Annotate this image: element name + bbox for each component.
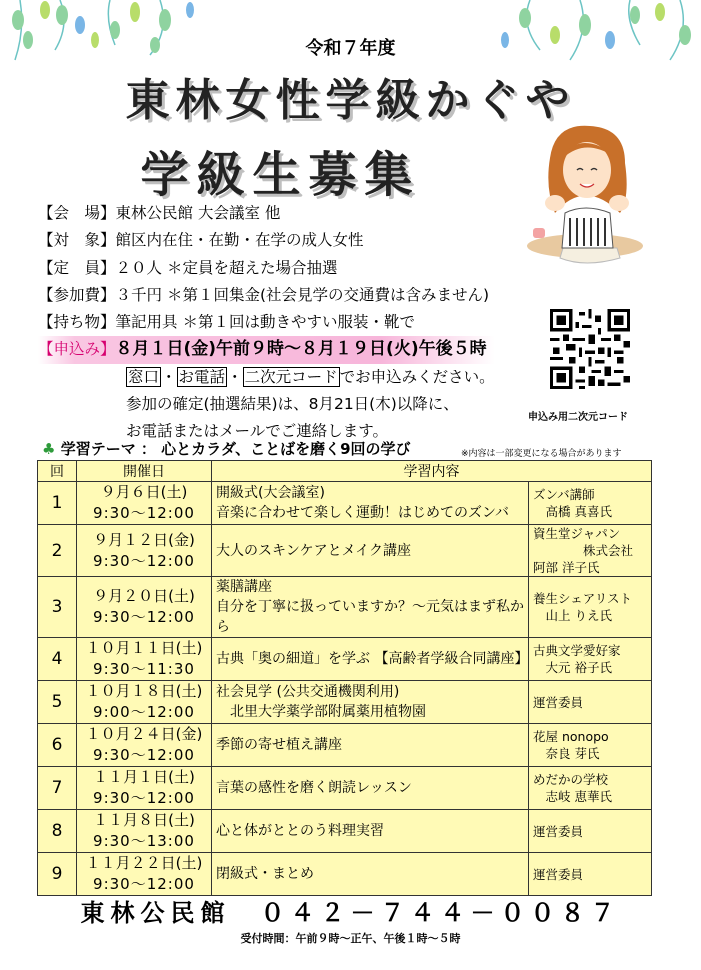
session-number: 1: [38, 482, 77, 525]
session-lecturer-line: 資生堂ジャパン: [533, 526, 621, 541]
session-lecturer: [529, 525, 652, 577]
session-content: [212, 767, 529, 810]
table-row: [38, 525, 652, 577]
session-content-line: 閉級式・まとめ: [216, 866, 314, 882]
confirm-line-1: 参加の確定(抽選結果)は、8月21日(木)以降に、: [126, 395, 459, 414]
learning-theme: [42, 438, 411, 459]
table-row: [38, 638, 652, 681]
qr-caption: 申込み用二次元コード: [528, 412, 628, 423]
session-time: 9:30～12:00: [93, 551, 195, 570]
fee-label: 【参加費】: [38, 285, 116, 304]
session-number: 8: [38, 810, 77, 853]
session-lecturer: [529, 853, 652, 896]
session-content: [212, 853, 529, 896]
table-row: [38, 810, 652, 853]
session-content-line: 開級式(大会議室): [216, 485, 325, 501]
confirm-line-2: お電話またはメールでご連絡します。: [126, 422, 388, 441]
session-lecturer-line: 花屋 nonopo: [533, 729, 609, 744]
session-lecturer-line: 運営委員: [533, 866, 584, 882]
apply-method-qr: 二次元コード: [244, 367, 338, 386]
session-lecturer-line: 高橋 真喜氏: [533, 504, 612, 519]
session-date: ９月１２日(金): [93, 530, 195, 549]
organization-phone: 東林公民館 ０４２－７４４－００８７: [80, 899, 621, 927]
session-time: 9:30～12:00: [93, 875, 195, 893]
session-content-line: 季節の寄せ植え講座: [216, 737, 342, 753]
session-content-line: 自分を丁寧に扱っていますか？～元気はまず私から: [216, 599, 524, 635]
venue-label: 【会 場】: [38, 204, 116, 222]
event-info: [38, 200, 495, 446]
apply-method-phone: お電話: [178, 367, 226, 386]
session-number: 3: [38, 577, 77, 638]
session-time: 9:30～12:00: [93, 746, 195, 764]
apply-method-counter: 窓口: [128, 367, 160, 386]
session-lecturer-line: 運営委員: [533, 823, 584, 839]
items-label: 【持ち物】: [38, 313, 116, 332]
session-content: [212, 681, 529, 724]
page-title: 東林女性学級かぐや: [125, 75, 576, 126]
session-lecturer: [529, 577, 652, 638]
session-datetime: [77, 853, 212, 896]
session-content: [212, 638, 529, 681]
session-datetime: [77, 638, 212, 681]
session-content-line: 大人のスキンケアとメイク講座: [216, 542, 412, 559]
session-datetime: [77, 681, 212, 724]
session-number: 2: [38, 525, 77, 577]
table-row: [38, 853, 652, 896]
table-row: [38, 577, 652, 638]
apply-method-tail: でお申込みください。: [339, 367, 495, 386]
clover-icon: ♣: [42, 440, 56, 458]
session-lecturer-line: 奈良 芽氏: [533, 746, 600, 761]
session-content: [212, 724, 529, 767]
session-lecturer: [529, 767, 652, 810]
session-lecturer-line: めだかの学校: [533, 772, 609, 787]
session-lecturer-line: 運営委員: [533, 694, 584, 710]
session-content-line: 薬膳講座: [216, 579, 272, 595]
session-lecturer-line: 養生シェアリスト: [533, 591, 633, 606]
qr-code-icon[interactable]: [550, 309, 630, 389]
session-time: 9:30～12:00: [93, 789, 195, 807]
session-time: 9:30～13:00: [93, 832, 195, 850]
page-subtitle: 学級生募集: [140, 147, 421, 203]
session-content-line: 心と体がととのう料理実習: [216, 823, 384, 839]
session-content-line: 北里大学薬学部附属薬用植物園: [216, 704, 426, 720]
reading-woman-illustration: [525, 118, 655, 268]
session-date: １０月１１日(土): [85, 639, 203, 657]
session-number: 7: [38, 767, 77, 810]
items-value: 筆記用具 ＊第１回は動きやすい服装・靴で: [115, 313, 415, 332]
schedule-table: [37, 460, 652, 896]
session-datetime: [77, 724, 212, 767]
table-row: [38, 482, 652, 525]
session-lecturer-line: 阿部 洋子氏: [533, 560, 600, 575]
session-time: 9:30～12:00: [93, 608, 195, 626]
apply-period: ８月１日(金)午前９時～８月１９日(火)午後５時: [115, 339, 487, 360]
session-lecturer: [529, 681, 652, 724]
session-date: １１月１日(土): [93, 768, 195, 786]
target-value: 館区内在住・在勤・在学の成人女性: [115, 231, 364, 250]
session-date: ９月２０日(土): [93, 587, 195, 605]
session-lecturer: [529, 638, 652, 681]
session-datetime: [77, 482, 212, 525]
session-lecturer: [529, 724, 652, 767]
session-datetime: [77, 577, 212, 638]
session-lecturer-line: 山上 りえ氏: [533, 608, 612, 623]
session-lecturer: [529, 810, 652, 853]
session-date: ９月６日(土): [100, 483, 188, 501]
session-time: 9:30～12:00: [93, 504, 195, 522]
session-content: [212, 482, 529, 525]
apply-label: 【申込み】: [38, 340, 116, 359]
change-note: ※内容は一部変更になる場合があります: [461, 449, 622, 459]
session-date: １０月２４日(金): [85, 725, 203, 743]
session-time: 9:00～12:00: [93, 703, 195, 721]
target-label: 【対 象】: [38, 231, 116, 250]
session-date: １０月１８日(土): [85, 682, 203, 700]
reception-hours: 受付時間：午前９時～正午、午後１時～５時: [240, 932, 461, 945]
session-content: [212, 525, 529, 577]
session-content-line: 古典「奥の細道」を学ぶ 【高齢者学級合同講座】: [216, 651, 529, 667]
session-number: 6: [38, 724, 77, 767]
session-number: 9: [38, 853, 77, 896]
header-content: 学習内容: [212, 461, 652, 482]
session-datetime: [77, 810, 212, 853]
session-lecturer-line: 志岐 恵華氏: [533, 789, 612, 804]
capacity-label: 【定 員】: [38, 258, 116, 277]
session-lecturer: [529, 482, 652, 525]
session-datetime: [77, 525, 212, 577]
session-content-line: 言葉の感性を磨く朗読レッスン: [216, 780, 412, 796]
apply-method-separator: ・: [161, 367, 177, 386]
fee-value: ３千円 ＊第１回集金(社会見学の交通費は含みません): [115, 285, 490, 304]
session-number: 4: [38, 638, 77, 681]
capacity-value: ２０人 ＊定員を超えた場合抽選: [115, 258, 338, 277]
session-content-line: 音楽に合わせて楽しく運動！はじめてのズンバ: [216, 505, 510, 521]
apply-method-separator: ・: [227, 367, 243, 386]
session-lecturer-line: 大元 裕子氏: [533, 660, 612, 675]
session-lecturer-line: 古典文学愛好家: [533, 643, 621, 658]
session-date: １１月２２日(土): [85, 854, 203, 872]
table-row: [38, 724, 652, 767]
venue-value: 東林公民館 大会議室 他: [115, 204, 281, 222]
table-row: [38, 681, 652, 724]
header-number: 回: [38, 461, 77, 482]
table-row: [38, 767, 652, 810]
session-time: 9:30～11:30: [93, 660, 195, 678]
session-content: [212, 577, 529, 638]
session-content-line: 社会見学 (公共交通機関利用): [216, 684, 400, 700]
fiscal-year-label: 令和７年度: [305, 38, 396, 59]
session-datetime: [77, 767, 212, 810]
session-date: １１月８日(土): [93, 811, 195, 829]
session-number: 5: [38, 681, 77, 724]
session-lecturer-line: ズンバ講師: [533, 487, 595, 502]
apply-period-row: [38, 336, 495, 363]
session-lecturer-line: 株式会社: [533, 543, 634, 558]
session-content: [212, 810, 529, 853]
learning-theme-text: 学習テーマ ： 心とカラダ、ことばを磨く9回の学び: [60, 440, 411, 458]
header-date: 開催日: [77, 461, 212, 482]
